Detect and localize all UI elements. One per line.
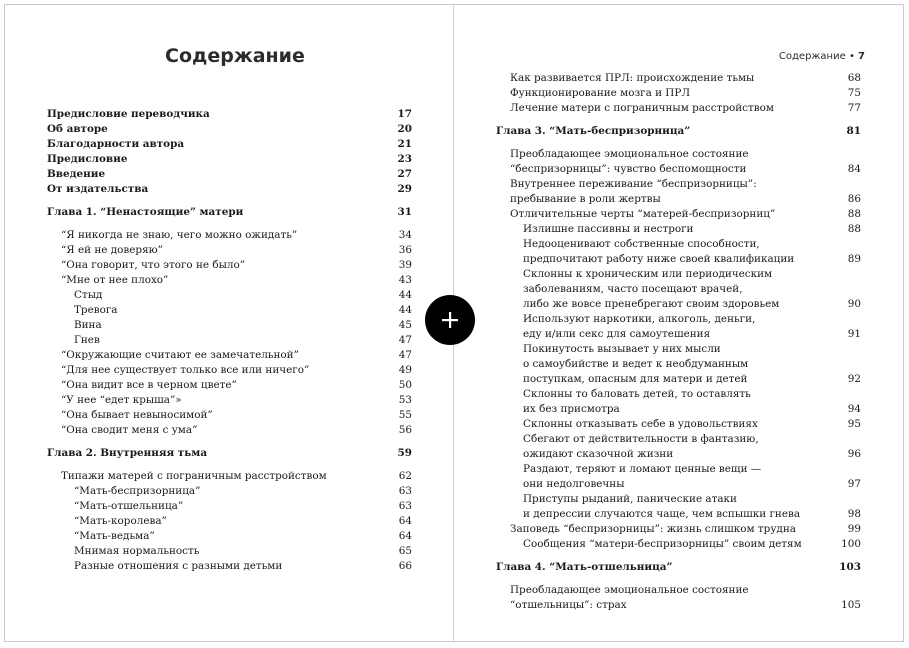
toc-entry-page: 20 (397, 123, 412, 135)
toc-list-left (47, 107, 412, 574)
toc-entry-page: 44 (398, 289, 412, 301)
toc-entry (47, 333, 412, 348)
toc-entry-text: Разные отношения с разными детьми (74, 560, 283, 572)
toc-entry-text: “Мне от нее плохо” (61, 274, 169, 286)
toc-entry-page: 53 (398, 394, 412, 406)
toc-entry (47, 363, 412, 378)
toc-entry-page: 89 (847, 253, 861, 265)
add-button[interactable] (425, 295, 475, 345)
toc-entry-page: 64 (398, 515, 412, 527)
toc-entry (496, 237, 861, 267)
toc-entry (47, 122, 412, 137)
toc-entry-page: 99 (847, 523, 861, 535)
toc-entry-text: Покинутость вызывает у них мысли о самоубийстве и ведет к необдуманным поступкам, опасным для матери и детей (523, 343, 749, 385)
plus-icon (441, 311, 459, 329)
toc-entry (47, 107, 412, 122)
toc-entry-page: 43 (398, 274, 412, 286)
toc-entry-page: 36 (398, 244, 412, 256)
toc-entry (47, 499, 412, 514)
toc-entry (496, 342, 861, 387)
toc-entry-page: 103 (839, 561, 861, 573)
toc-entry-text: Используют наркотики, алкоголь, деньги, еду и/или секс для самоутешения (523, 313, 756, 340)
toc-entry-text: Гнев (74, 334, 100, 346)
toc-entry (47, 393, 412, 408)
toc-entry-page: 65 (398, 545, 412, 557)
toc-entry-page: 50 (398, 379, 412, 391)
toc-entry-page: 66 (398, 560, 412, 572)
toc-entry (496, 387, 861, 417)
toc-entry-text: “Я никогда не знаю, чего можно ожидать” (61, 229, 298, 241)
toc-entry-page: 39 (398, 259, 412, 271)
toc-entry-page: 21 (397, 138, 412, 150)
toc-entry-page: 29 (397, 183, 412, 195)
toc-entry-page: 23 (397, 153, 412, 165)
toc-entry-text: “Мать-отшельница” (74, 500, 184, 512)
toc-entry-page: 47 (398, 349, 412, 361)
toc-entry (47, 228, 412, 243)
toc-entry-page: 105 (841, 599, 861, 611)
toc-entry-page: 63 (398, 500, 412, 512)
toc-entry-text: “Она видит все в черном цвете” (61, 379, 237, 391)
toc-entry (496, 71, 861, 86)
toc-entry-page: 27 (397, 168, 412, 180)
toc-entry-page: 77 (847, 102, 861, 114)
toc-entry-page: 47 (398, 334, 412, 346)
toc-entry-text: Излишне пассивны и нестроги (523, 223, 694, 235)
toc-entry (47, 152, 412, 167)
running-head-title: Содержание (778, 51, 846, 62)
toc-entry (496, 417, 861, 432)
toc-entry-page: 56 (398, 424, 412, 436)
page-title: Содержание (165, 45, 305, 67)
toc-entry (47, 137, 412, 152)
toc-entry (496, 522, 861, 537)
toc-entry-page: 44 (398, 304, 412, 316)
toc-chapter-entry (496, 124, 861, 139)
toc-entry-page: 95 (847, 418, 861, 430)
toc-entry (47, 182, 412, 197)
toc-entry-page: 97 (847, 478, 861, 490)
toc-entry-text: “Мать-беспризорница” (74, 485, 201, 497)
toc-entry-text: Отличительные черты “матерей-беспризорниц” (510, 208, 776, 220)
toc-entry-text: Глава 2. Внутренняя тьма (47, 447, 208, 459)
right-page (454, 5, 903, 641)
toc-entry-page: 88 (847, 223, 861, 235)
page-number: 7 (858, 51, 865, 62)
toc-entry-page: 88 (847, 208, 861, 220)
toc-entry-text: Предисловие (47, 153, 128, 165)
toc-entry-page: 49 (398, 364, 412, 376)
toc-entry (47, 544, 412, 559)
toc-entry-page: 64 (398, 530, 412, 542)
toc-entry (47, 303, 412, 318)
toc-entry (47, 529, 412, 544)
toc-entry (496, 147, 861, 177)
toc-entry-text: Введение (47, 168, 106, 180)
toc-entry (47, 514, 412, 529)
toc-entry-text: “Она говорит, что этого не было” (61, 259, 246, 271)
toc-entry-text: Типажи матерей с пограничным расстройством (61, 470, 327, 482)
toc-entry (496, 222, 861, 237)
toc-entry-text: Стыд (74, 289, 103, 301)
toc-entry (47, 484, 412, 499)
toc-entry-text: “Для нее существует только все или ничего” (61, 364, 310, 376)
toc-entry-text: Тревога (74, 304, 118, 316)
toc-entry-page: 94 (847, 403, 861, 415)
toc-entry (496, 177, 861, 207)
toc-entry-text: “У нее “едет крыша”» (61, 394, 182, 406)
toc-entry (47, 469, 412, 484)
toc-entry-text: Недооценивают собственные способности, предпочитают работу ниже своей квалификации (523, 238, 795, 265)
toc-entry-page: 84 (847, 163, 861, 175)
toc-entry-text: Глава 1. “Ненастоящие” матери (47, 206, 244, 218)
toc-entry-text: Как развивается ПРЛ: происхождение тьмы (510, 72, 755, 84)
toc-entry-text: Глава 4. “Мать-отшельница” (496, 561, 673, 573)
toc-chapter-entry (47, 446, 412, 461)
toc-entry-page: 62 (398, 470, 412, 482)
toc-entry-text: “Она сводит меня с ума” (61, 424, 198, 436)
toc-entry (47, 378, 412, 393)
toc-entry-text: Вина (74, 319, 102, 331)
toc-entry (496, 267, 861, 312)
toc-entry (47, 318, 412, 333)
toc-entry-page: 86 (847, 193, 861, 205)
toc-entry-page: 31 (397, 206, 412, 218)
toc-entry-text: Приступы рыданий, панические атаки и депрессии случаются чаще, чем вспышки гнева (523, 493, 801, 520)
toc-entry-text: Глава 3. “Мать-беспризорница” (496, 125, 691, 137)
toc-entry-page: 98 (847, 508, 861, 520)
toc-entry-text: “Мать-королева” (74, 515, 167, 527)
toc-entry-page: 90 (847, 298, 861, 310)
toc-entry-text: Благодарности автора (47, 138, 185, 150)
toc-entry-text: Мнимая нормальность (74, 545, 200, 557)
toc-entry (496, 462, 861, 492)
toc-entry (47, 348, 412, 363)
toc-entry-text: Внутреннее переживание “беспризорницы”: пребывание в роли жертвы (510, 178, 757, 205)
toc-entry (496, 583, 861, 613)
toc-list-right (496, 71, 861, 613)
toc-entry-text: От издательства (47, 183, 149, 195)
toc-entry (47, 258, 412, 273)
toc-chapter-entry (47, 205, 412, 220)
toc-entry-page: 100 (841, 538, 861, 550)
toc-entry-page: 34 (398, 229, 412, 241)
toc-entry (47, 408, 412, 423)
toc-entry (496, 207, 861, 222)
toc-entry-text: Склонны к хроническим или периодическим заболеваниям, часто посещают врачей, либо же вовсе пренебрегают своим здоровьем (523, 268, 780, 310)
toc-entry-text: Предисловие переводчика (47, 108, 210, 120)
toc-entry-page: 45 (398, 319, 412, 331)
toc-entry-page: 59 (397, 447, 412, 459)
toc-entry (496, 312, 861, 342)
toc-entry (47, 288, 412, 303)
toc-entry-page: 91 (847, 328, 861, 340)
toc-entry (496, 537, 861, 552)
toc-entry (47, 423, 412, 438)
toc-entry (496, 492, 861, 522)
toc-entry-page: 68 (847, 72, 861, 84)
toc-entry-page: 96 (847, 448, 861, 460)
toc-entry-page: 55 (398, 409, 412, 421)
toc-entry (496, 86, 861, 101)
toc-entry (496, 432, 861, 462)
toc-entry-text: “Я ей не доверяю” (61, 244, 163, 256)
toc-entry-text: Лечение матери с пограничным расстройством (510, 102, 774, 114)
toc-entry (47, 559, 412, 574)
toc-entry (47, 273, 412, 288)
toc-entry-page: 92 (847, 373, 861, 385)
toc-entry-page: 17 (397, 108, 412, 120)
toc-entry-text: Сообщения “матери-беспризорницы” своим детям (523, 538, 802, 550)
toc-entry-text: Преобладающее эмоциональное состояние “беспризорницы”: чувство беспомощности (510, 148, 749, 175)
toc-entry-text: Склонны то баловать детей, то оставлять их без присмотра (523, 388, 751, 415)
toc-entry (496, 101, 861, 116)
toc-entry-text: Функционирование мозга и ПРЛ (510, 87, 691, 99)
toc-entry-page: 81 (846, 125, 861, 137)
toc-entry-text: “Она бывает невыносимой” (61, 409, 213, 421)
toc-chapter-entry (496, 560, 861, 575)
toc-entry (47, 167, 412, 182)
toc-entry-text: “Окружающие считают ее замечательной” (61, 349, 299, 361)
toc-entry-page: 75 (847, 87, 861, 99)
left-page (5, 5, 454, 641)
toc-entry-text: Раздают, теряют и ломают ценные вещи — они недолговечны (523, 463, 762, 490)
toc-entry-text: Сбегают от действительности в фантазию, ожидают сказочной жизни (523, 433, 759, 460)
toc-entry-text: Заповедь “беспризорницы”: жизнь слишком трудна (510, 523, 796, 535)
running-head-bullet: • (848, 51, 855, 62)
toc-entry-page: 63 (398, 485, 412, 497)
toc-entry-text: Об авторе (47, 123, 108, 135)
running-head (779, 51, 865, 62)
toc-entry-text: Склонны отказывать себе в удовольствиях (523, 418, 758, 430)
toc-entry-text: “Мать-ведьма” (74, 530, 155, 542)
toc-entry-text: Преобладающее эмоциональное состояние “отшельницы”: страх (510, 584, 749, 611)
toc-entry (47, 243, 412, 258)
